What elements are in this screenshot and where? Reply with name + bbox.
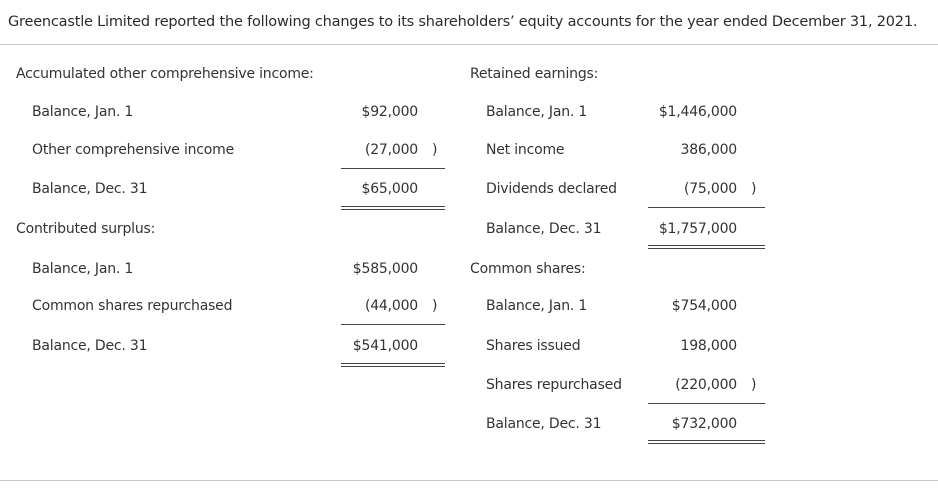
total-rule: [648, 440, 765, 441]
retained-heading: Retained earnings:: [470, 66, 599, 82]
common-row-label: Balance, Dec. 31: [486, 416, 602, 432]
aoci-row-label: Balance, Dec. 31: [32, 181, 148, 197]
total-rule: [341, 366, 445, 367]
subtotal-rule: [341, 168, 445, 169]
aoci-heading: Accumulated other comprehensive income:: [16, 66, 314, 82]
total-rule: [341, 209, 445, 210]
close-paren: ): [432, 298, 438, 314]
intro-text: Greencastle Limited reported the following changes to its shareholders’ equity accounts for the year ended December 31, 2021.: [8, 14, 918, 30]
contributed-row-label: Balance, Jan. 1: [32, 261, 134, 277]
retained-row-value: 386,000: [680, 142, 737, 158]
common-row-label: Shares issued: [486, 338, 581, 354]
aoci-row-value: $92,000: [361, 104, 418, 120]
aoci-row-value: $65,000: [361, 181, 418, 197]
total-rule: [648, 245, 765, 246]
total-rule: [341, 206, 445, 207]
common-row-value: 198,000: [680, 338, 737, 354]
retained-row-label: Net income: [486, 142, 565, 158]
total-rule: [341, 363, 445, 364]
contributed-row-label: Balance, Dec. 31: [32, 338, 148, 354]
subtotal-rule: [648, 207, 765, 208]
subtotal-rule: [648, 403, 765, 404]
close-paren: ): [751, 377, 757, 393]
contributed-row-label: Common shares repurchased: [32, 298, 233, 314]
contributed-heading: Contributed surplus:: [16, 221, 156, 237]
close-paren: ): [751, 181, 757, 197]
retained-row-value: $1,757,000: [658, 221, 737, 237]
total-rule: [648, 443, 765, 444]
common-row-value: $732,000: [671, 416, 737, 432]
contributed-row-value: $585,000: [352, 261, 418, 277]
common-row-label: Shares repurchased: [486, 377, 622, 393]
retained-row-value: $1,446,000: [658, 104, 737, 120]
aoci-row-label: Balance, Jan. 1: [32, 104, 134, 120]
subtotal-rule: [341, 324, 445, 325]
common-row-label: Balance, Jan. 1: [486, 298, 588, 314]
aoci-row-value: (27,000: [364, 142, 418, 158]
contributed-row-value: $541,000: [352, 338, 418, 354]
retained-row-value: (75,000: [683, 181, 737, 197]
common-row-value: (220,000: [675, 377, 737, 393]
total-rule: [648, 248, 765, 249]
retained-row-label: Balance, Jan. 1: [486, 104, 588, 120]
retained-row-label: Balance, Dec. 31: [486, 221, 602, 237]
retained-row-label: Dividends declared: [486, 181, 617, 197]
top-divider: [0, 44, 938, 45]
common-row-value: $754,000: [671, 298, 737, 314]
bottom-divider: [0, 480, 938, 481]
aoci-row-label: Other comprehensive income: [32, 142, 235, 158]
close-paren: ): [432, 142, 438, 158]
contributed-row-value: (44,000: [364, 298, 418, 314]
common-heading: Common shares:: [470, 261, 586, 277]
